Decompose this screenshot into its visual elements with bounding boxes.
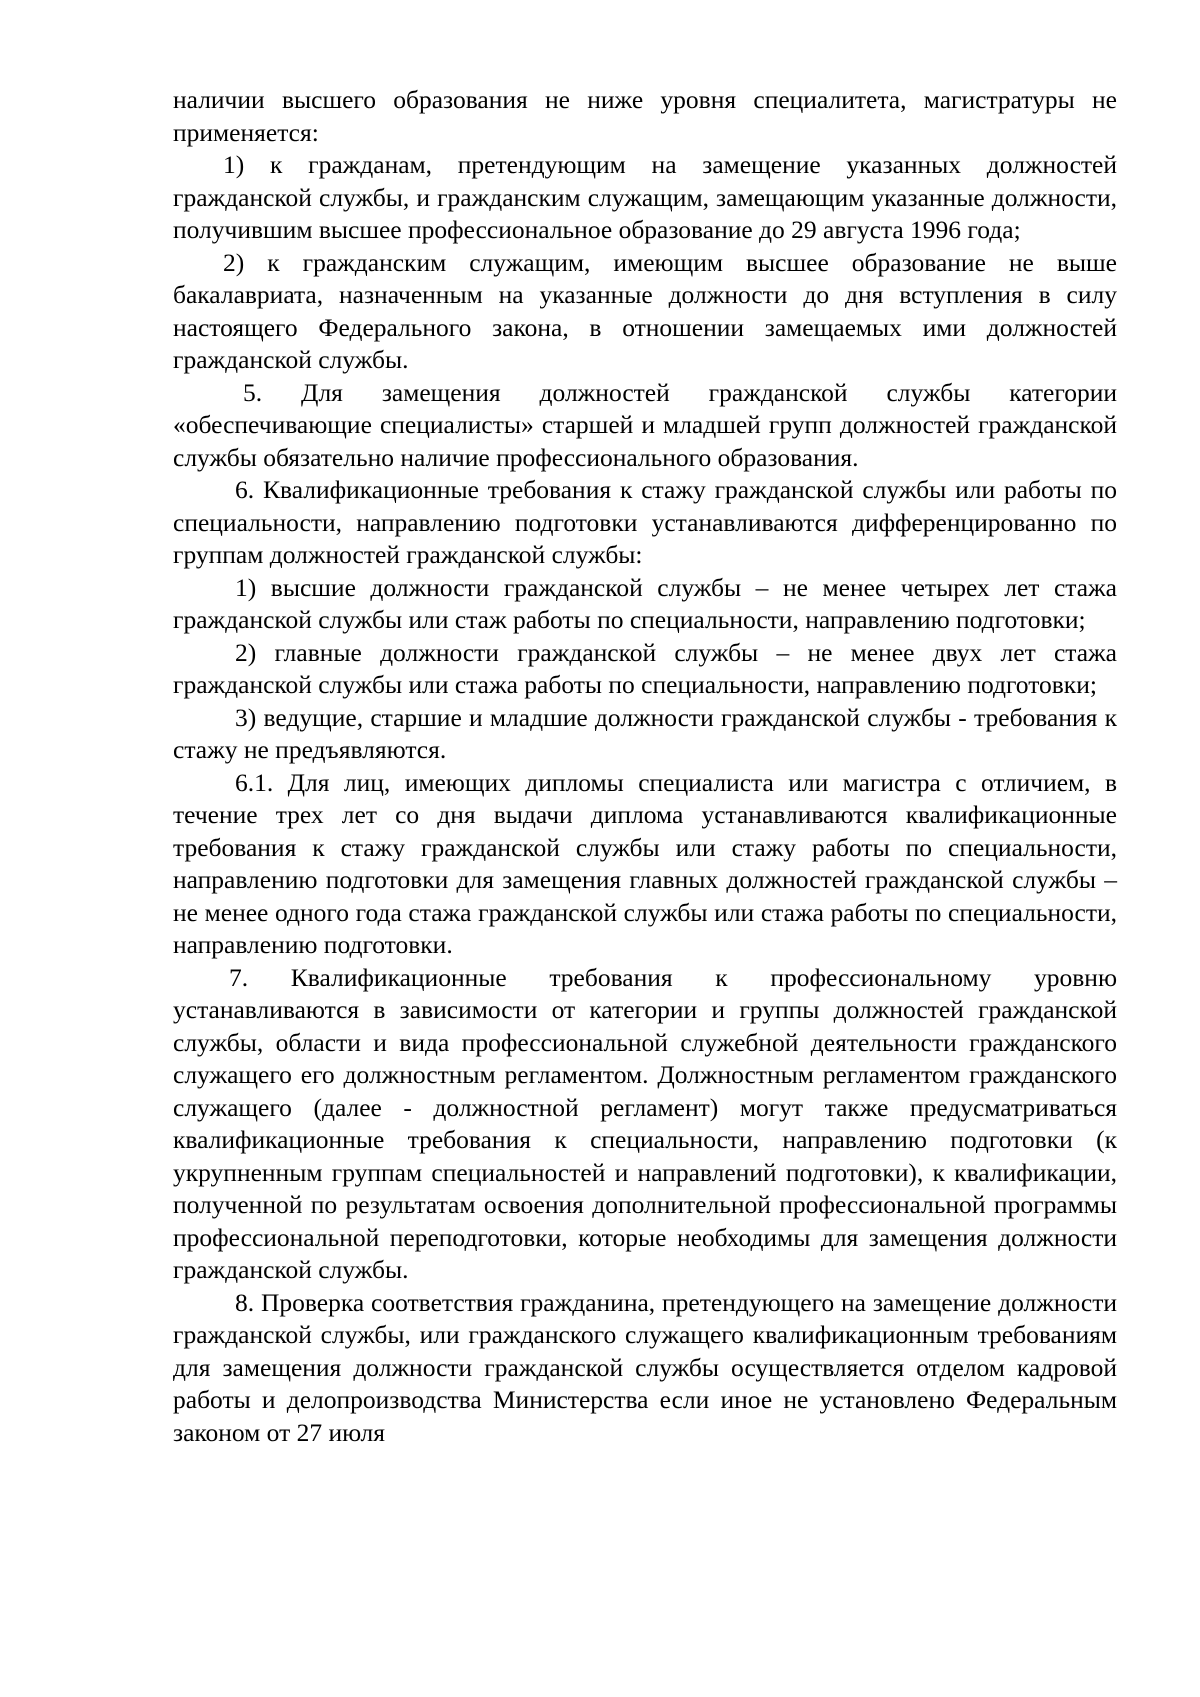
paragraph-clause-6-item-1: 1) высшие должности гражданской службы – не менее четырех лет стажа гражданской службы или стаж работы по специальности, направлению подготовки; — [173, 572, 1117, 634]
paragraph-clause-8: 8. Проверка соответствия гражданина, претендующего на замещение должности гражданской службы, или гражданского служащего квалификационным требованиям для замещения должности гражданской службы осуществляется отделом кадровой работы и делопроизводства Министерства если иное не установлено Федеральным законом от 27 июля — [173, 1287, 1117, 1447]
paragraph-clause-7: 7. Квалификационные требования к профессиональному уровню устанавливаются в зависимости от категории и группы должностей гражданской службы, области и вида профессиональной служебной деятельности гражданского служащего его должностным регламентом. Должностным регламентом гражданского служащего (далее - должностной регламент) могут также предусматриваться квалификационные требования к специальности, направлению подготовки (к укрупненным группам специальностей и направлений подготовки), к квалификации, полученной по результатам освоения дополнительной профессиональной программы профессиональной переподготовки, которые необходимы для замещения должности гражданской службы. — [173, 962, 1117, 1284]
paragraph-item-2: 2) к гражданским служащим, имеющим высшее образование не выше бакалавриата, назначенным на указанные должности до дня вступления в силу настоящего Федерального закона, в отношении замещаемых ими должностей гражданской службы. — [173, 247, 1117, 374]
paragraph-clause-6-1: 6.1. Для лиц, имеющих дипломы специалиста или магистра с отличием, в течение трех лет со дня выдачи диплома устанавливаются квалификационные требования к стажу гражданской службы или стажу работы по специальности, направлению подготовки для замещения главных должностей гражданской службы – не менее одного года стажа гражданской службы или стажа работы по специальности, направлению подготовки. — [173, 767, 1117, 959]
paragraph-continuation: наличии высшего образования не ниже уровня специалитета, магистратуры не применяется: — [173, 85, 1117, 147]
document-body — [173, 84, 1117, 1449]
paragraph-clause-6-item-3: 3) ведущие, старшие и младшие должности гражданской службы - требования к стажу не предъявляются. — [173, 702, 1117, 764]
paragraph-clause-5: 5. Для замещения должностей гражданской службы категории «обеспечивающие специалисты» старшей и младшей групп должностей гражданской службы обязательно наличие профессионального образования. — [173, 377, 1117, 472]
paragraph-clause-6-item-2: 2) главные должности гражданской службы – не менее двух лет стажа гражданской службы или стажа работы по специальности, направлению подготовки; — [173, 637, 1117, 699]
paragraph-clause-6: 6. Квалификационные требования к стажу гражданской службы или работы по специальности, направлению подготовки устанавливаются дифференцированно по группам должностей гражданской службы: — [173, 475, 1117, 569]
paragraph-item-1: 1) к гражданам, претендующим на замещение указанных должностей гражданской службы, и гражданским служащим, замещающим указанные должности, получившим высшее профессиональное образование до 29 августа 1996 года; — [173, 150, 1117, 244]
